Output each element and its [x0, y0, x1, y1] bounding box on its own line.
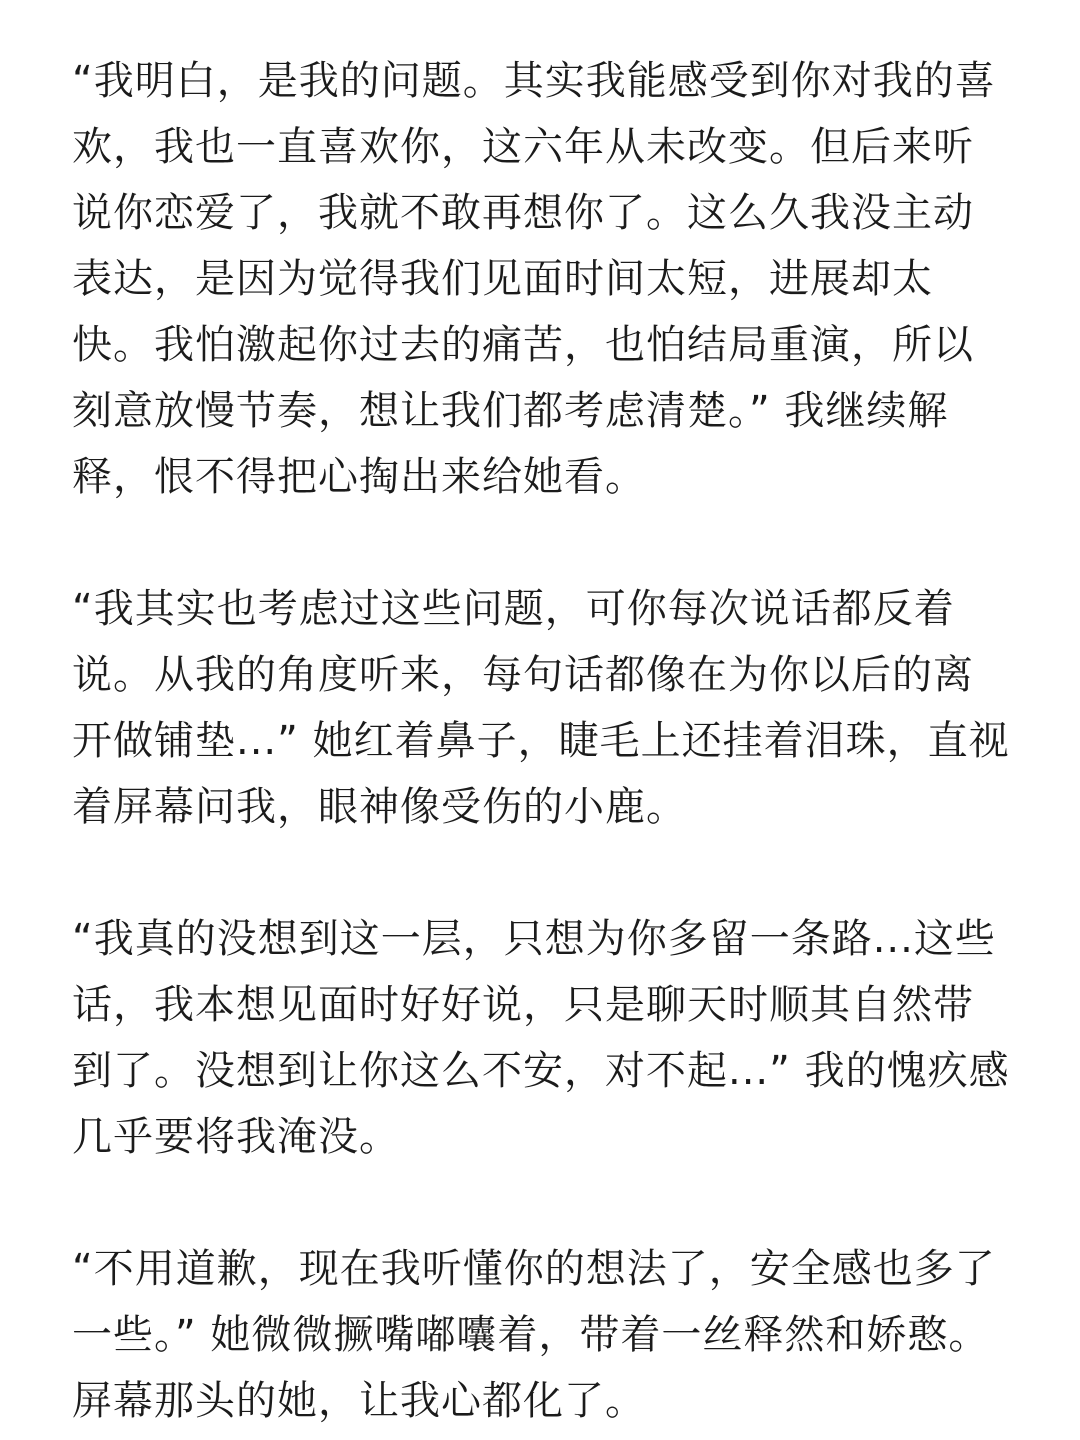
paragraph-2: “我其实也考虑过这些问题，可你每次说话都反着说。从我的角度听来，每句话都像在为你以后的离开做铺垫...” 她红着鼻子，睫毛上还挂着泪珠，直视着屏幕问我，眼神像受伤的小鹿。 [72, 586, 1010, 830]
paragraph-1: “我明白，是我的问题。其实我能感受到你对我的喜欢，我也一直喜欢你，这六年从未改变。但后来听说你恋爱了，我就不敢再想你了。这么久我没主动表达，是因为觉得我们见面时间太短，进展却太快。我怕激起你过去的痛苦，也怕结局重演，所以刻意放慢节奏，想让我们都考虑清楚。” 我继续解释，恨不得把心掏出来给她看。 [72, 58, 996, 500]
paragraph-3: “我真的没想到这一层，只想为你多留一条路...这些话，我本想见面时好好说，只是聊天时顺其自然带到了。没想到让你这么不安，对不起...” 我的愧疚感几乎要将我淹没。 [72, 916, 1010, 1160]
paragraph-4: “不用道歉，现在我听懂你的想法了，安全感也多了一些。” 她微微撅嘴嘟囔着，带着一丝释然和娇憨。 屏幕那头的她，让我心都化了。 [72, 1246, 996, 1424]
